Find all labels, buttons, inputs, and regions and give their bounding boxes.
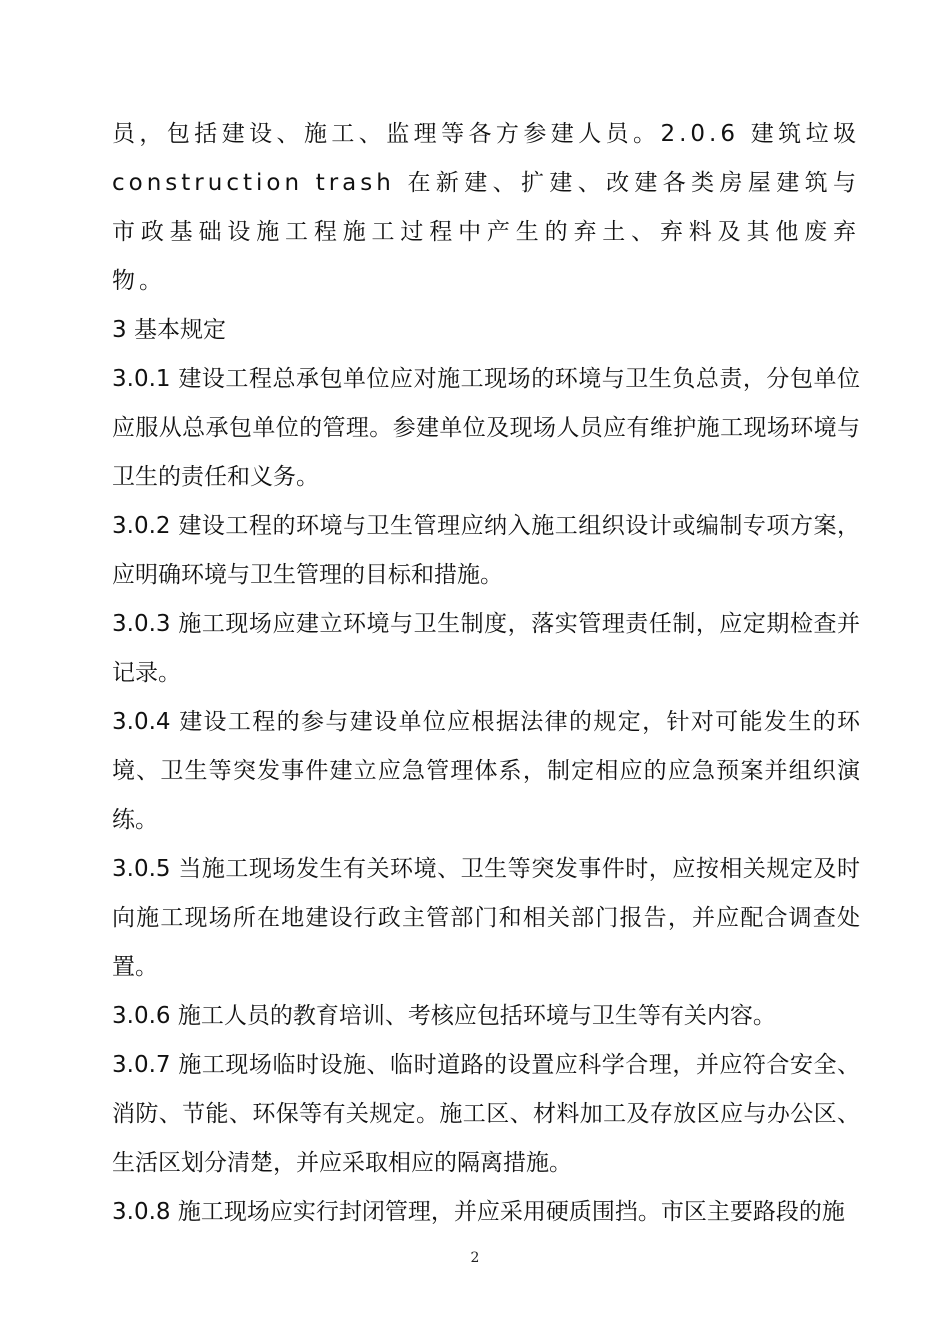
document-body bbox=[112, 110, 860, 1237]
paragraph-3-0-1: 3.0.1 建设工程总承包单位应对施工现场的环境与卫生负总责，分包单位应服从总承包单位的管理。参建单位及现场人员应有维护施工现场环境与卫生的责任和义务。 bbox=[112, 366, 860, 490]
paragraph-3-0-5: 3.0.5 当施工现场发生有关环境、卫生等突发事件时，应按相关规定及时向施工现场所在地建设行政主管部门和相关部门报告，并应配合调查处置。 bbox=[112, 856, 860, 980]
paragraph-3-0-2: 3.0.2 建设工程的环境与卫生管理应纳入施工组织设计或编制专项方案，应明确环境与卫生管理的目标和措施。 bbox=[112, 513, 860, 588]
paragraph-2-0-5-continuation: 员，包括建设、施工、监理等各方参建人员。2.0.6 建筑垃圾 construction trash 在新建、扩建、改建各类房屋建筑与市政基础设施工程施工过程中产生的弃土、弃料及其他废弃物。 bbox=[112, 121, 860, 294]
page-number: 2 bbox=[470, 1250, 480, 1266]
paragraph-3-0-6: 3.0.6 施工人员的教育培训、考核应包括环境与卫生等有关内容。 bbox=[112, 1003, 776, 1029]
paragraph-3-0-8: 3.0.8 施工现场应实行封闭管理，并应采用硬质围挡。市区主要路段的施 bbox=[112, 1199, 845, 1225]
paragraph-3-0-3: 3.0.3 施工现场应建立环境与卫生制度，落实管理责任制，应定期检查并记录。 bbox=[112, 611, 860, 686]
paragraph-3-0-7: 3.0.7 施工现场临时设施、临时道路的设置应科学合理，并应符合安全、消防、节能、环保等有关规定。施工区、材料加工及存放区应与办公区、生活区划分清楚，并应采取相应的隔离措施。 bbox=[112, 1052, 860, 1176]
paragraph-3-0-4: 3.0.4 建设工程的参与建设单位应根据法律的规定，针对可能发生的环境、卫生等突发事件建立应急管理体系，制定相应的应急预案并组织演练。 bbox=[112, 709, 860, 833]
section-heading-3: 3 基本规定 bbox=[112, 317, 226, 343]
